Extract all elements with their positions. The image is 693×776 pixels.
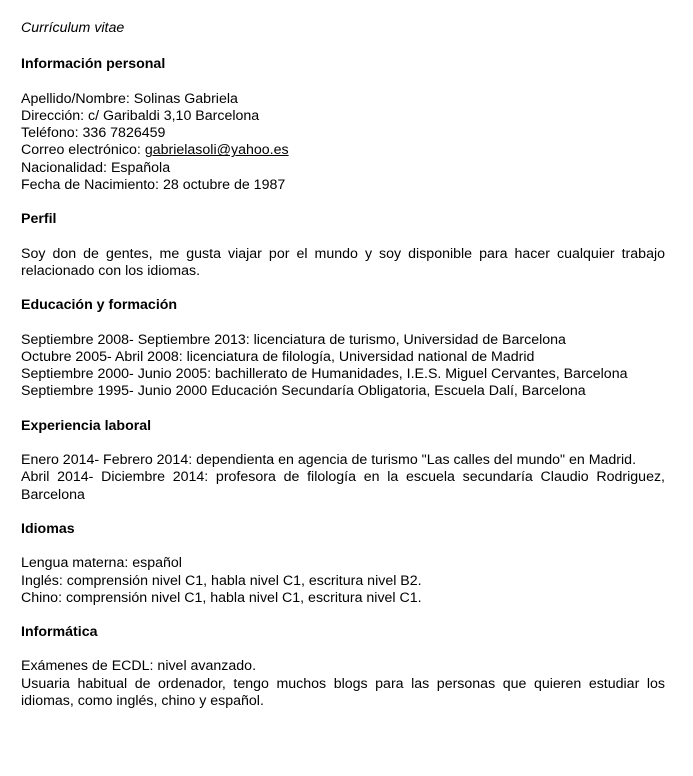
phone-label: Teléfono: [21, 125, 79, 142]
nationality-value: Española [110, 159, 171, 176]
address-line [21, 108, 665, 125]
profile-text: Soy don de gentes, me gusta viajar por el mundo y soy disponible para hacer cualquier trabajo relacionado con los idiomas. [21, 245, 665, 279]
section-computing [21, 624, 665, 710]
document-title: Currículum vitae [21, 20, 125, 36]
birthdate-value: 28 octubre de 1987 [162, 177, 286, 194]
section-personal-info [21, 56, 665, 194]
language-item: Inglés: comprensión nivel C1, habla nivel C1, escritura nivel B2. [21, 572, 422, 589]
education-item: Octubre 2005- Abril 2008: licenciatura de filología, Universidad national de Madrid [21, 348, 535, 365]
phone-value: 336 7826459 [82, 125, 166, 142]
section-languages [21, 521, 665, 607]
email-link[interactable]: gabrielasoli@yahoo.es [144, 142, 289, 159]
address-value: c/ Garibaldi 3,10 Barcelona [88, 107, 260, 124]
section-heading-languages: Idiomas [21, 520, 75, 537]
experience-item: Enero 2014- Febrero 2014: dependienta en agencia de turismo "Las calles del mundo" en Madrid. [21, 452, 637, 469]
education-item: Septiembre 2008- Septiembre 2013: licenciatura de turismo, Universidad de Barcelona [21, 331, 566, 348]
phone-line [21, 125, 665, 142]
experience-item: Abril 2014- Diciembre 2014: profesora de filología en la escuela secundaría Claudio Rodriguez, Barcelona [21, 469, 665, 503]
name-label: Apellido/Nombre: [21, 90, 130, 107]
section-heading-personal: Información personal [21, 56, 166, 73]
section-experience [21, 418, 665, 504]
computing-item: Exámenes de ECDL: nivel avanzado. [21, 658, 257, 675]
section-profile [21, 211, 665, 280]
name-line [21, 91, 665, 108]
education-item: Septiembre 2000- Junio 2005: bachillerato de Humanidades, I.E.S. Miguel Cervantes, Barcelona [21, 366, 628, 383]
section-heading-profile: Perfil [21, 211, 57, 228]
languages-list [21, 555, 665, 607]
email-label: Correo electrónico: [21, 142, 141, 159]
email-line [21, 142, 665, 159]
language-item: Chino: comprensión nivel C1, habla nivel C1, escritura nivel C1. [21, 589, 422, 606]
computing-list [21, 658, 665, 710]
language-item: Lengua materna: español [21, 555, 182, 572]
section-heading-experience: Experiencia laboral [21, 417, 152, 434]
section-heading-education: Educación y formación [21, 297, 178, 314]
nationality-line [21, 160, 665, 177]
personal-details [21, 91, 665, 195]
birthdate-label: Fecha de Nacimiento: [21, 177, 160, 194]
nationality-label: Nacionalidad: [21, 159, 107, 176]
address-label: Dirección: [21, 107, 85, 124]
education-item: Septiembre 1995- Junio 2000 Educación Secundaría Obligatoria, Escuela Dalí, Barcelona [21, 383, 586, 400]
section-heading-computing: Informática [21, 624, 98, 641]
section-education [21, 297, 665, 400]
name-value: Solinas Gabriela [133, 90, 238, 107]
birthdate-line [21, 177, 665, 194]
computing-item: Usuaria habitual de ordenador, tengo muchos blogs para las personas que quieren estudiar los idiomas, como inglés, chino y español. [21, 675, 665, 710]
experience-list [21, 452, 665, 504]
education-list [21, 332, 665, 401]
